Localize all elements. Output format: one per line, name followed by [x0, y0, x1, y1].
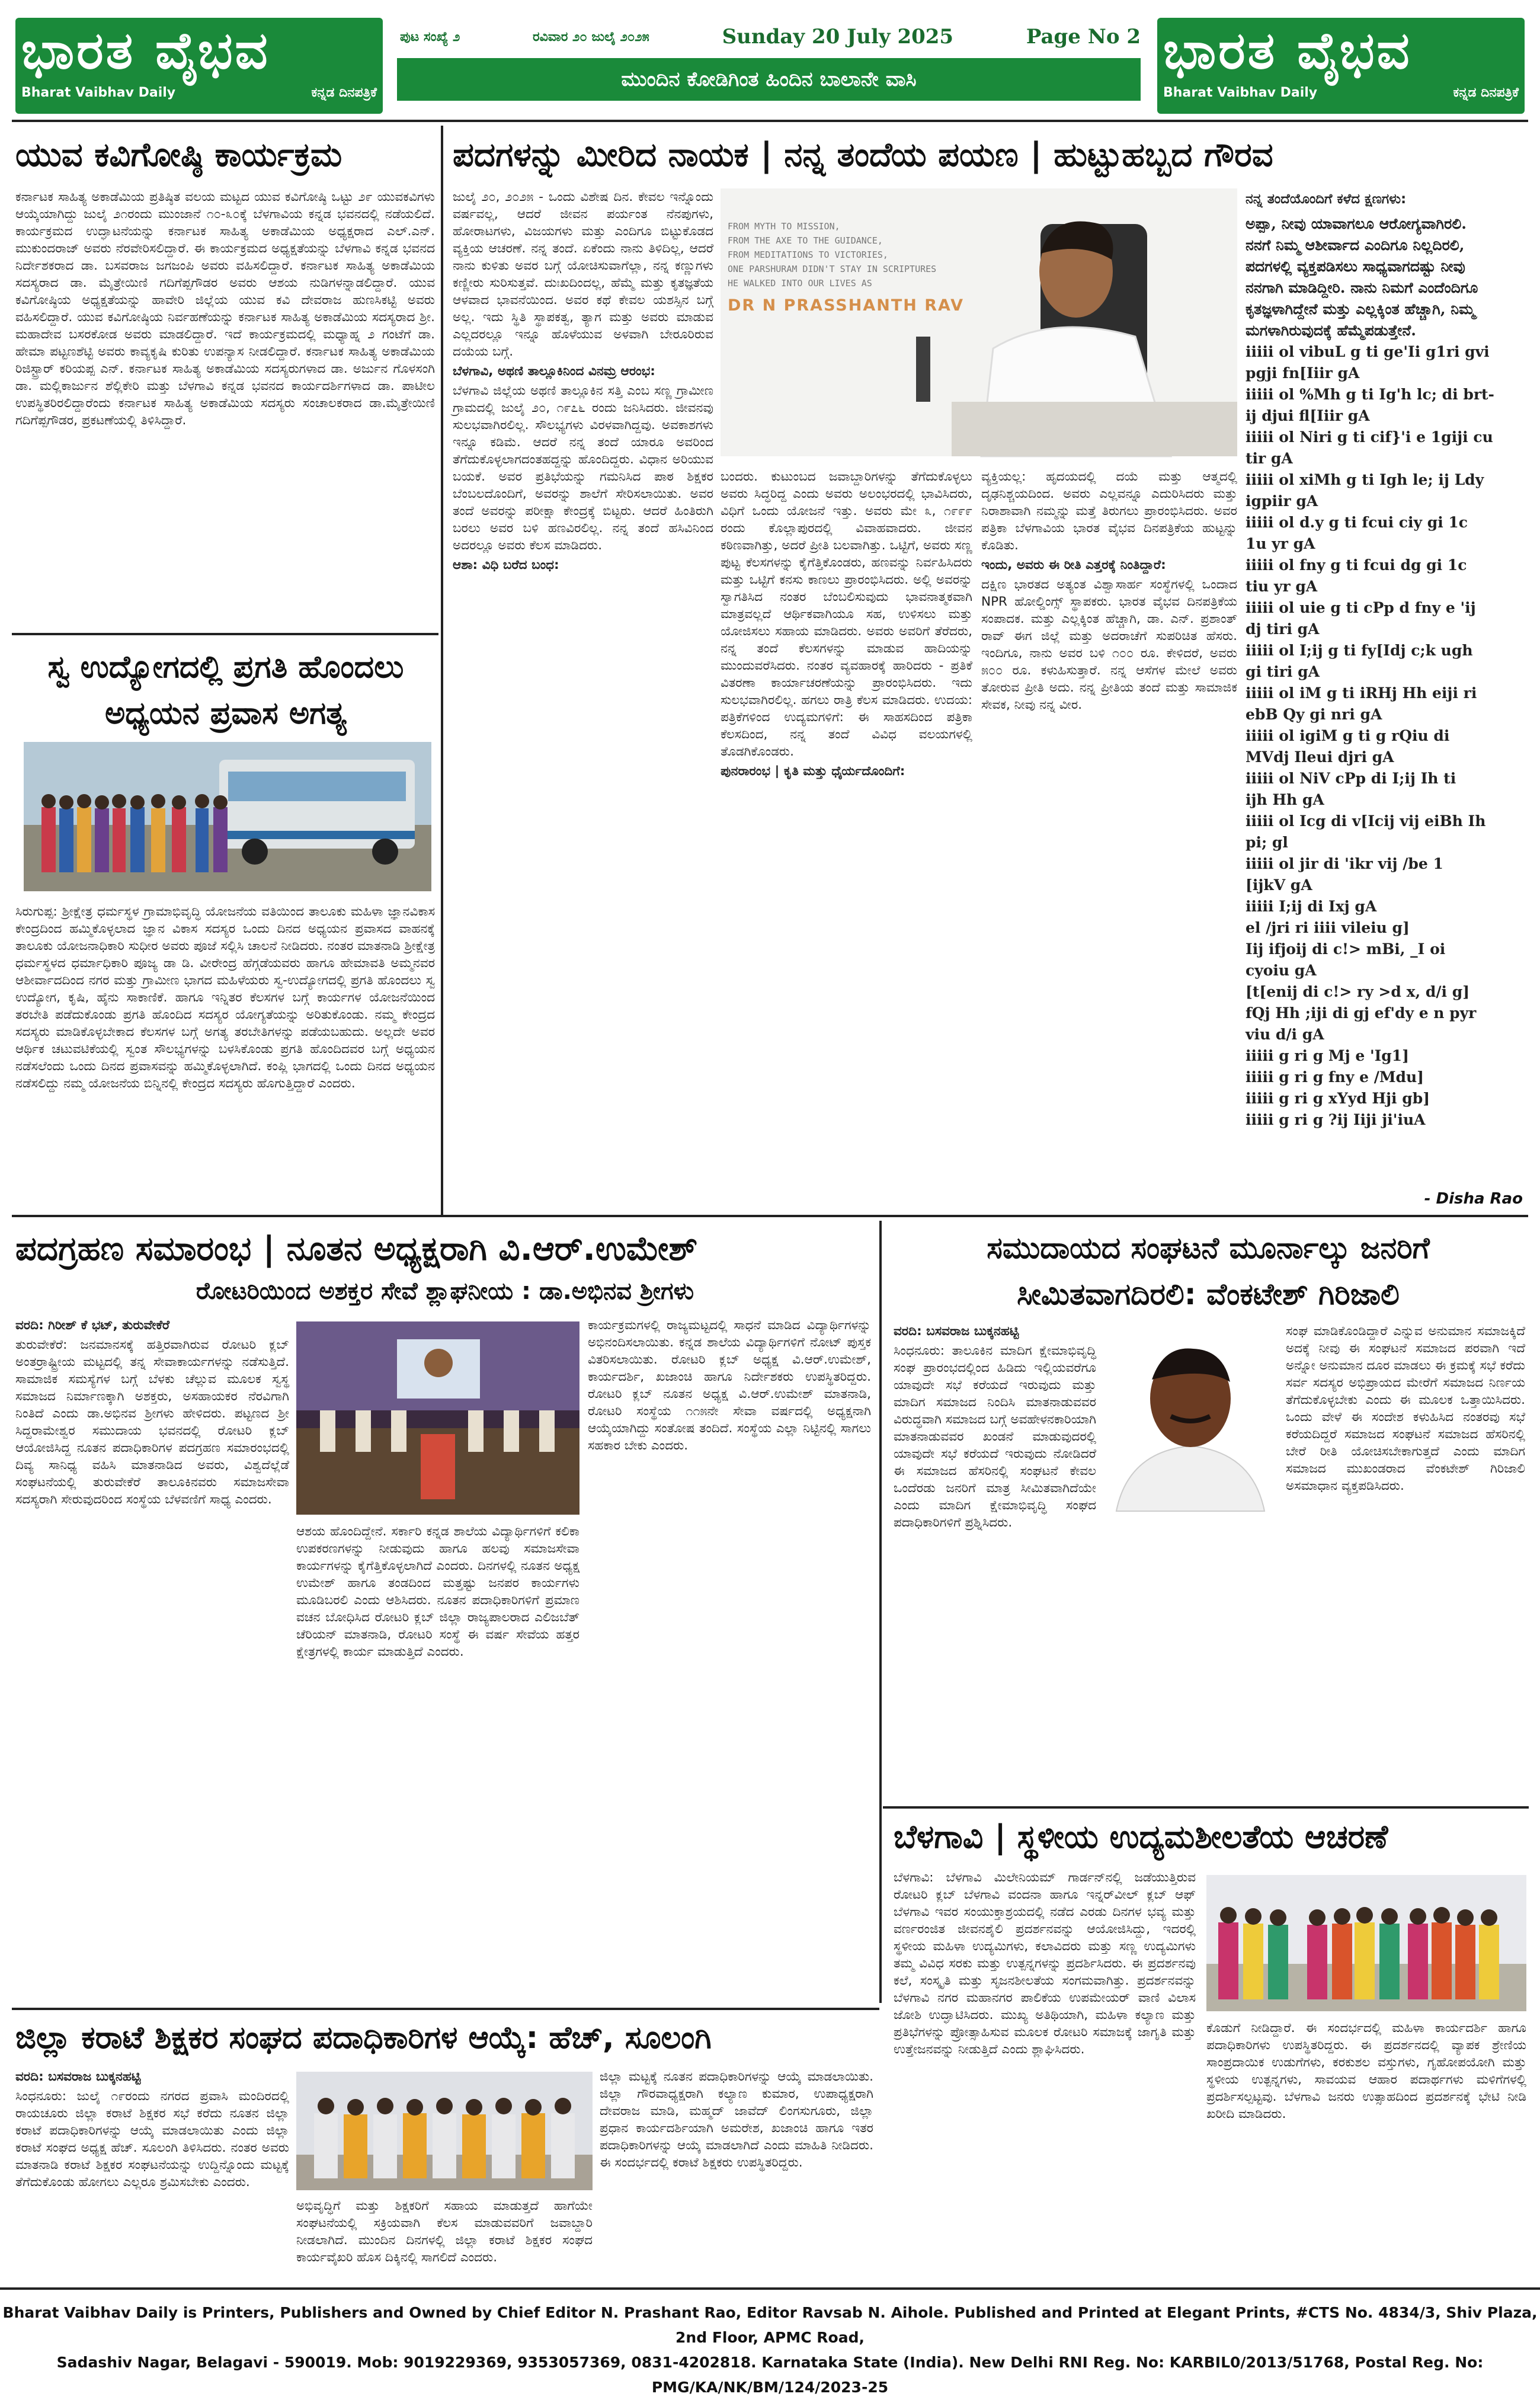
masthead-divider [12, 120, 1528, 122]
quote-line: FROM MEDITATIONS TO VICTORIES, [728, 249, 888, 260]
masthead-subtitle-kn: ಕನ್ನಡ ದಿನಪತ್ರಿಕೆ [1453, 85, 1519, 100]
nayaka-col3 [981, 468, 1237, 1209]
udyoga-photo [24, 742, 431, 891]
poem-line: pi; gl [1246, 834, 1288, 851]
belagavi-headline: ಬೆಳಗಾವಿ | ಸ್ಥಳೀಯ ಉದ್ಯಮಶೀಲತೆಯ ಆಚರಣೆ [894, 1818, 1388, 1855]
poem-line: [t[enij di c!> ry >d x, d/i g] [1246, 983, 1470, 1000]
poem-line: Iij ifjoij di c!> mBi, _I oi [1246, 940, 1446, 958]
karate-col3: ಜಿಲ್ಲಾ ಮಟ್ಟಕ್ಕೆ ನೂತನ ಪದಾಧಿಕಾರಿಗಳನ್ನು ಆಯ್ಕೆ ಮಾಡಲಾಯಿತು. ಜಿಲ್ಲಾ ಗೌರವಾಧ್ಯಕ್ಷರಾಗಿ ಕಲ್ಯಾಣ ಕುಮಾರ, ಉಪಾಧ್ಯಕ್ಷರಾಗಿ ದೇವರಾಜ ಮಾಡಿ, ಮಹ್ಮದ್ ಜಾವೆದ್ ಲಿಂಗಸುಗೂರು, ಜಿಲ್ಲಾ ಪ್ರಧಾನ ಕಾರ್ಯದರ್ಶಿಯಾಗಿ ಅಮರೇಶ, ಖಜಾಂಚಿ ಹಾಗೂ ಇತರ ಪದಾಧಿಕಾರಿಗಳನ್ನು ಆಯ್ಕೆ ಮಾಡಲಾಗಿದೆ ಎಂದು ಮಾಹಿತಿ ನೀಡಿದರು. ಈ ಸಂದರ್ಭದಲ್ಲಿ ಕರಾಟೆ ಶಿಕ್ಷಕರು ಉಪಸ್ಥಿತರಿದ್ದರು. [600, 2069, 873, 2170]
karate-photo [296, 2072, 593, 2190]
date-en: Sunday 20 July 2025 [722, 25, 954, 49]
poem-line: gi tiri gA [1246, 663, 1320, 680]
padagrahana-subhead: ರೋಟರಿಯಿಂದ ಅಶಕ್ತರ ಸೇವೆ ಶ್ಲಾಘನೀಯ : ಡಾ.ಅಭಿನವ ಶ್ರೀಗಳು [196, 1278, 694, 1305]
poem-line: iiiii ol NiV cPp di I;ij Ih ti [1246, 770, 1456, 787]
nayaka-col2-subhead: ಪುನರಾರಂಭ | ಕೃತಿ ಮತ್ತು ಧೈರ್ಯದೊಂದಿಗೆ: [721, 764, 905, 779]
quote-line: FROM THE AXE TO THE GUIDANCE, [728, 235, 883, 246]
poem-line: 1u yr gA [1246, 535, 1315, 552]
karate-col1-text: ಸಿಂಧನೂರು: ಜುಲೈ ೧೯ರಂದು ನಗರದ ಪ್ರವಾಸಿ ಮಂದಿರದಲ್ಲಿ ರಾಯಚೂರು ಜಿಲ್ಲಾ ಕರಾಟೆ ಶಿಕ್ಷಕರ ಸಭೆ ಕರೆದು ನೂತನ ಜಿಲ್ಲಾ ಕರಾಟೆ ಪದಾಧಿಕಾರಿಗಳನ್ನು ಆಯ್ಕೆ ಮಾಡಲಾಯಿತು ಎಂದು ಜಿಲ್ಲಾ ಕರಾಟೆ ಸಂಘದ ಅಧ್ಯಕ್ಷ ಹೆಚ್. ಸೂಲಂಗಿ ತಿಳಿಸಿದರು. ನಂತರ ಅವರು ಮಾತನಾಡಿ ಕರಾಟೆ ಶಿಕ್ಷಕರ ಸಂಘಟನೆಯನ್ನು ಉದ್ದಿನ್ನೊಂದು ಮಟ್ಟಕ್ಕೆ ತೆಗೆದುಕೊಂಡು ಹೋಗಲು ಎಲ್ಲರೂ ಶ್ರಮಿಸಬೇಕು ಎಂದರು. [15, 2089, 289, 2190]
karate-byline: ವರದಿ: ಬಸವರಾಜ ಬುಕ್ಕನಹಟ್ಟಿ [15, 2069, 141, 2084]
udyoga-body: ಸಿರುಗುಪ್ಪ: ಶ್ರೀಕ್ಷೇತ್ರ ಧರ್ಮಸ್ಥಳ ಗ್ರಾಮಾಭಿವೃದ್ಧಿ ಯೋಜನೆಯ ವತಿಯಿಂದ ತಾಲೂಕು ಮಹಿಳಾ ಜ್ಞಾನವಿಕಾಸ ಕೇಂದ್ರದಿಂದ ಹಮ್ಮಿಕೊಳ್ಳಲಾದ ಜ್ಞಾನ ವಿಕಾಸ ಸದಸ್ಯರ ಒಂದು ದಿನದ ಅಧ್ಯಯನ ಪ್ರವಾಸದ ವಾಹನಕ್ಕೆ ತಾಲೂಕು ಯೋಜನಾಧಿಕಾರಿ ಸುಧೀರ ಅವರು ಪೂಜೆ ಸಲ್ಲಿಸಿ ಚಾಲನೆ ನೀಡಿದರು. ನಂತರ ಮಾತನಾಡಿ ಶ್ರೀಕ್ಷೇತ್ರ ಧರ್ಮಸ್ಥಳದ ಧರ್ಮಾಧಿಕಾರಿ ಪೂಜ್ಯ ಡಾ ಡಿ. ವೀರೇಂದ್ರ ಹೆಗ್ಗಡೆಯವರು ಹಾಗೂ ಹೇಮಾವತಿ ಅಮ್ಮನವರ ಆಶೀರ್ವಾದದಿಂದ ನಗರ ಮತ್ತು ಗ್ರಾಮೀಣ ಭಾಗದ ಮಹಿಳೆಯರು ಸ್ವ-ಉದ್ಯೋಗದಲ್ಲಿ ಪ್ರಗತಿ ಹೊಂದಲು ಸ್ವ ಉದ್ಯೋಗ, ಕೃಷಿ, ಹೈನು ಸಾಕಾಣಿಕೆ. ಹಾಗೂ ಇನ್ನಿತರ ಕೆಲಸಗಳ ಬಗ್ಗೆ ಕಾರ್ಯಗಳ ಯೋಜನೆಯಿಂದ ತರಬೇತಿ ಪಡೆದುಕೊಂಡು ಪ್ರಗತಿ ಹೊಂದಿದ ಸದಸ್ಯರ ಯೋಗ್ಯತೆಯನ್ನು ಅರಿತುಕೊಂಡು. ನಮ್ಮ ಕೇಂದ್ರದ ಸದಸ್ಯರು ಮಾಡಿಕೊಳ್ಳಬೇಕಾದ ಕೆಲಸಗಳ ಬಗ್ಗೆ ಅಗತ್ಯ ತರಬೇತಿಗಳನ್ನು ಪಡೆಯಬಹುದು. ಅಲ್ಲದೇ ಅವರ ಆರ್ಥಿಕ ಚಟುವಟಿಕೆಯಲ್ಲಿ ಸ್ವಂತ ಸೌಲಭ್ಯಗಳನ್ನು ಬಳಸಿಕೊಂಡು ಪ್ರಗತಿ ಹೊಂದಿದವರ ಬಗ್ಗೆ ಅಧ್ಯಯನ ನಡೆಸಲೆಂದು ಒಂದು ದಿನದ ಪ್ರವಾಸವನ್ನು ಹಮ್ಮಿಕೊಳ್ಳಲಾಗಿದೆ. ಕಂಪ್ಲಿ ಭಾಗದಲ್ಲಿ ಒಂದು ದಿನದ ಅಧ್ಯಯನ ನಡೆಸಲಿದ್ದು ನಮ್ಮ ಯೋಜನೆಯ ಬಿನ್ನಿನಲ್ಲಿ ಕೇಂದ್ರದ ಸದಸ್ಯರು ಹೊಗುತ್ತಿದ್ದಾರೆ ಎಂದರು. [15, 904, 435, 1091]
belagavi-body: ಬೆಳಗಾವಿ: ಬೆಳಗಾವಿ ಮಿಲೇನಿಯಮ್ ಗಾರ್ಡನ್‌ನಲ್ಲಿ ಜಡೆಯುತ್ತಿರುವ ರೋಟರಿ ಕ್ಲಬ್ ಬೆಳಗಾವಿ ವಂದನಾ ಹಾಗೂ ಇನ್ನರ್‌ವೀಲ್ ಕ್ಲಬ್ ಆಫ್ ಬೆಳಗಾವಿ ಇವರ ಸಂಯುಕ್ತಾಶ್ರಯದಲ್ಲಿ ನಡೆದ ಎರಡು ದಿನಗಳ ಭವ್ಯ ಮತ್ತು ವರ್ಣರಂಜಿತ ಜೀವನಶೈಲಿ ಪ್ರದರ್ಶನವನ್ನು ಆಯೋಜಿಸಿದ್ದು, ಇದರಲ್ಲಿ ಸ್ಥಳೀಯ ಮಹಿಳಾ ಉದ್ಯಮಿಗಳು, ಕಲಾವಿದರು ಮತ್ತು ಸಣ್ಣ ಉದ್ಯಮಿಗಳು ತಮ್ಮ ವಿವಿಧ ಸರಕು ಮತ್ತು ಉತ್ಪನ್ನಗಳನ್ನು ಪ್ರದರ್ಶಿಸಿದರು. ಈ ಪ್ರದರ್ಶನವು ಕಲೆ, ಸಂಸ್ಕೃತಿ ಮತ್ತು ಸೃಜನಶೀಲತೆಯ ಸಂಗಮವಾಗಿತ್ತು. ಪ್ರದರ್ಶನವನ್ನು ಬೆಳಗಾವಿ ನಗರ ಮಹಾನಗರ ಪಾಲಿಕೆಯ ಉಪಮೇಯರ್ ವಾಣಿ ವಿಲಾಸ ಜೋಶಿ ಉದ್ಘಾಟಿಸಿದರು. ಮುಖ್ಯ ಅತಿಥಿಯಾಗಿ, ಮಹಿಳಾ ಕಲ್ಯಾಣ ಮತ್ತು ಪ್ರತಿಭೆಗಳನ್ನು ಪ್ರೋತ್ಸಾಹಿಸುವ ಮೂಲಕ ರೋಟರಿ ಸಮಾಜಕ್ಕೆ ಜಾಗೃತಿ ಮತ್ತು ಉತ್ತೇಜನವನ್ನು ನೀಡುತ್ತಿದೆ ಎಂದು ಶ್ಲಾಘಿಸಿದರು. [894, 1870, 1196, 2057]
section-divider [12, 2008, 879, 2010]
udyoga-headline-line2: ಅಧ್ಯಯನ ಪ್ರವಾಸ ಅಗತ್ಯ [105, 696, 347, 731]
poem-line: iiiii ol igiM g ti g rQiu di [1246, 727, 1450, 744]
poem-line: cyoiu gA [1246, 962, 1317, 979]
masthead-tagline: ಮುಂದಿನ ಕೋಡಿಗಿಂತ ಹಿಂದಿನ ಬಾಲಾನೇ ವಾಸಿ [397, 58, 1141, 101]
poem-line: ಮಗಳಾಗಿರುವುದಕ್ಕೆ ಹೆಮ್ಮೆಪಡುತ್ತೇನೆ. [1246, 322, 1416, 339]
poem-title: ನನ್ನ ತಂದೆಯೊಂದಿಗೆ ಕಳೆದ ಕ್ಷಣಗಳು: [1246, 191, 1407, 207]
page-number-kn: ಪುಟ ಸಂಖ್ಯೆ ೨ [400, 29, 460, 44]
nayaka-col2 [721, 468, 972, 1209]
masthead-subtitle-kn: ಕನ್ನಡ ದಿನಪತ್ರಿಕೆ [311, 85, 377, 100]
poem-line: ij djui fl[Iiir gA [1246, 407, 1370, 424]
nayaka-headline: ಪದಗಳನ್ನು ಮೀರಿದ ನಾಯಕ | ನನ್ನ ತಂದೆಯ ಪಯಣ | ಹುಟ್ಟುಹಬ್ಬದ ಗೌರವ [453, 136, 1273, 174]
padagrahana-col2: ಆಶಯ ಹೊಂದಿದ್ದೇನೆ. ಸರ್ಕಾರಿ ಕನ್ನಡ ಶಾಲೆಯ ವಿದ್ಯಾರ್ಥಿಗಳಿಗೆ ಕಲಿಕಾ ಉಪಕರಣಗಳನ್ನು ನೀಡುವುದು ಹಾಗೂ ಹಲವು ಸಮಾಜಸೇವಾ ಕಾರ್ಯಗಳನ್ನು ಕೈಗೆತ್ತಿಕೊಳ್ಳಲಾಗಿದೆ ಎಂದರು. ದಿನಗಳಲ್ಲಿ ನೂತನ ಅಧ್ಯಕ್ಷ ಉಮೇಶ್ ಹಾಗೂ ತಂಡದಿಂದ ಮತ್ತಷ್ಟು ಜನಪರ ಕಾರ್ಯಗಳು ಮೂಡಿಬರಲಿ ಎಂದು ಆಶಿಸಿದರು. ನೂತನ ಪದಾಧಿಕಾರಿಗಳಿಗೆ ಪ್ರಮಾಣ ವಚನ ಬೋಧಿಸಿದ ರೋಟರಿ ಕ್ಲಬ್ ಜಿಲ್ಲಾ ರಾಜ್ಯಪಾಲರಾದ ಎಲಿಜಬೆತ್ ಚೆರಿಯನ್ ಮಾತನಾಡಿ, ರೋಟರಿ ಸಂಸ್ಥೆ ಈ ವರ್ಷ ಸೇವೆಯ ಹತ್ತರ ಕ್ಷೇತ್ರಗಳಲ್ಲಿ ಕಾರ್ಯ ಮಾಡುತ್ತಿದೆ ಎಂದರು. [296, 1524, 579, 1659]
section-divider [12, 633, 438, 635]
quote-line: ONE PARSHURAM DIDN'T STAY IN SCRIPTURES [728, 264, 937, 274]
udyoga-headline-line1: ಸ್ವ ಉದ್ಯೋಗದಲ್ಲಿ ಪ್ರಗತಿ ಹೊಂದಲು [47, 649, 404, 685]
poem-line: iiiii I;ij di Ixj gA [1246, 898, 1377, 915]
poem-line: iiiii ol iM g ti iRHj Hh eiji ri [1246, 684, 1477, 702]
poem-line: ಕೃತಜ್ಞಳಾಗಿದ್ದೇನೆ ಮತ್ತು ಎಲ್ಲಕ್ಕಿಂತ ಹೆಚ್ಚಾಗಿ, ನಿಮ್ಮ [1246, 300, 1475, 318]
column-divider [441, 126, 443, 1215]
karate-headline: ಜಿಲ್ಲಾ ಕರಾಟೆ ಶಿಕ್ಷಕರ ಸಂಘದ ಪದಾಧಿಕಾರಿಗಳ ಆಯ್ಕೆ: ಹೆಚ್, ಸೂಲಂಗಿ [15, 2020, 712, 2056]
nayaka-col3-text-b: ದಕ್ಷಿಣ ಭಾರತದ ಅತ್ಯಂತ ವಿಶ್ವಾಸಾರ್ಹ ಸಂಸ್ಥೆಗಳಲ್ಲಿ ಒಂದಾದ NPR ಹೋಲ್ಡಿಂಗ್ಸ್ ಸ್ಥಾಪಕರು. ಭಾರತ ವೈಭವ ದಿನಪತ್ರಿಕೆಯ ಸಂಪಾದಕ. ಮತ್ತು ಎಲ್ಲಕ್ಕಿಂತ ಹೆಚ್ಚಾಗಿ, ಡಾ. ಎನ್. ಪ್ರಶಾಂತ್ ರಾವ್ ಈಗ ಜಿಲ್ಲೆ ಮತ್ತು ಅದರಾಚೆಗೆ ಸುಪರಿಚಿತ ಹೆಸರು. ಇಂದಿಗೂ, ನಾನು ಅವರ ಬಳಿ ೧೦೦ ರೂ. ಕೇಳಿದರೆ, ಅವರು ೫೦೦ ರೂ. ಕಳುಹಿಸುತ್ತಾರೆ. ನನ್ನ ಆಸೆಗಳ ಮೇಲೆ ಅವರು ತೋರುವ ಪ್ರೀತಿ ಅದು. ನನ್ನ ಪ್ರೀತಿಯ ತಂದೆ ಮತ್ತು ಸಾಮಾಜಿಕ ಸೇವಕ, ನೀವು ನನ್ನ ವೀರ. [981, 577, 1237, 712]
poem-line: dj tiri gA [1246, 620, 1320, 638]
karate-col2: ಅಭಿವೃದ್ಧಿಗೆ ಮತ್ತು ಶಿಕ್ಷಕರಿಗೆ ಸಹಾಯ ಮಾಡುತ್ತದೆ ಹಾಗೆಯೇ ಸಂಘಟನೆಯಲ್ಲಿ ಸಕ್ರಿಯವಾಗಿ ಕೆಲಸ ಮಾಡುವವರಿಗೆ ಜವಾಬ್ದಾರಿ ನೀಡಲಾಗಿದೆ. ಮುಂದಿನ ದಿನಗಳಲ್ಲಿ ಜಿಲ್ಲಾ ಕರಾಟೆ ಶಿಕ್ಷಕರ ಸಂಘದ ಕಾರ್ಯವೈಖರಿ ಹೊಸ ದಿಕ್ಕಿನಲ್ಲಿ ಸಾಗಲಿದೆ ಎಂದರು. [296, 2199, 593, 2265]
nayaka-col1-subhead-2: ಆಶಾ: ವಿಧಿ ಬರೆದ ಬಂಧ: [453, 558, 559, 572]
poem-column [1246, 188, 1528, 1190]
quote-line: HE WALKED INTO OUR LIVES AS [728, 278, 872, 289]
poem-line: ಪದಗಳಲ್ಲಿ ವ್ಯಕ್ತಪಡಿಸಲು ಸಾಧ್ಯವಾಗದಷ್ಟು ನೀವು [1246, 258, 1465, 275]
padagrahana-headline: ಪದಗ್ರಹಣ ಸಮಾರಂಭ | ನೂತನ ಅಧ್ಯಕ್ಷರಾಗಿ ವಿ.ಆರ್.ಉಮೇಶ್ [15, 1230, 698, 1268]
poem-line: MVdj Ileui djri gA [1246, 748, 1394, 766]
nayaka-col1-text: ಜುಲೈ ೨೦, ೨೦೨೫ - ಒಂದು ವಿಶೇಷ ದಿನ. ಕೇವಲ ಇನ್ನೊಂದು ವರ್ಷವಲ್ಲ, ಆದರೆ ಜೀವನ ಪರ್ಯಂತ ನೆನಪುಗಳು, ಹೋರಾಟಗಳು, ವಿಜಯಗಳು ಮತ್ತು ಎಂದಿಗೂ ಬಿಟ್ಟುಕೊಡದ ವ್ಯಕ್ತಿಯ ಆಚರಣೆ. ನನ್ನ ತಂದೆ. ಏಕೆಂದು ನಾನು ತಿಳಿದಿಲ್ಲ, ಆದರೆ ನಾನು ಕುಳಿತು ಅವರ ಬಗ್ಗೆ ಯೋಚಿಸುವಾಗೆಲ್ಲಾ, ನನ್ನ ಕಣ್ಣುಗಳು ಕಣ್ಣೀರು ಸುರಿಸುತ್ತವೆ. ದುಃಖದಿಂದಲ್ಲ, ಹೆಮ್ಮೆ ಮತ್ತು ಕೃತಜ್ಞತೆಯ ಆಳವಾದ ಭಾವನೆಯಿಂದ. ಅವರ ಕಥೆ ಕೇವಲ ಯಶಸ್ಸಿನ ಬಗ್ಗೆ ಅಲ್ಲ. ಇದು ಸ್ಥಿತಿ ಸ್ಥಾಪಕತ್ವ, ತ್ಯಾಗ ಮತ್ತು ಅವರು ಮಾಡುವ ಎಲ್ಲದರಲ್ಲೂ ಇನ್ನೂ ಹೊಳೆಯುವ ಅಳವಾಗಿ ಬೇರೂರಿರುವ ದಯೆಯ ಬಗ್ಗೆ. [453, 190, 713, 359]
belagavi-body-2: ಕೊಡುಗೆ ನೀಡಿದ್ದಾರೆ. ಈ ಸಂದರ್ಭದಲ್ಲಿ ಮಹಿಳಾ ಕಾರ್ಯದರ್ಶಿ ಹಾಗೂ ಪದಾಧಿಕಾರಿಗಳು ಉಪಸ್ಥಿತರಿದ್ದರು. ಈ ಪ್ರದರ್ಶನದಲ್ಲಿ ವ್ಯಾಪಕ ಶ್ರೇಣಿಯ ಸಾಂಪ್ರದಾಯಿಕ ಉಡುಗೆಗಳು, ಕರಕುಶಲ ವಸ್ತುಗಳು, ಗೃಹೋಪಯೋಗಿ ಮತ್ತು ಸ್ಥಳೀಯ ಉತ್ಪನ್ನಗಳು, ಸಾವಯವ ಆಹಾರ ಪದಾರ್ಥಗಳು ಮಳಿಗೆಗಳಲ್ಲಿ ಪ್ರದರ್ಶಿಸಲ್ಪಟ್ಟವು. ಬೆಳಗಾವಿ ಜನರು ಉತ್ಸಾಹದಿಂದ ಪ್ರದರ್ಶನಕ್ಕೆ ಭೇಟಿ ನೀಡಿ ಖರೀದಿ ಮಾಡಿದರು. [1206, 2021, 1526, 2121]
poem-line: [ijkV gA [1246, 876, 1312, 894]
poem-line: iiiii ol jir di 'ikr vij /be 1 [1246, 855, 1443, 872]
poem-line: iiiii ol Niri g ti cif}'i e 1giji cu [1246, 428, 1493, 446]
padagrahana-col1-text: ತುರುವೇಕೆರೆ: ಜನಮಾನಸಕ್ಕೆ ಹತ್ತಿರವಾಗಿರುವ ರೋಟರಿ ಕ್ಲಬ್ ಅಂತರ್ರಾಷ್ಟ್ರೀಯ ಮಟ್ಟದಲ್ಲಿ ತನ್ನ ಸೇವಾಕಾರ್ಯಗಳನ್ನು ನಡೆಸುತ್ತಿದೆ. ಸಾಮಾಜಿಕ ಸಮಸ್ಯೆಗಳ ಬಗ್ಗೆ ಬೆಳಕು ಚೆಲ್ಲುವ ಮೂಲಕ ಸ್ವಸ್ಥ ಸಮಾಜದ ನಿರ್ಮಾಣಕ್ಕಾಗಿ ಅಶಕ್ತರು, ಅಸಹಾಯಕರ ನೆರವಿಗಾಗಿ ನಿಂತಿದೆ ಎಂದು ಡಾ.ಅಭಿನವ ಶ್ರೀಗಳು ಹೇಳಿದರು. ಪಟ್ಟಣದ ಶ್ರೀ ಸಿದ್ದರಾಮೇಶ್ವರ ಸಮುದಾಯ ಭವನದಲ್ಲಿ ರೋಟರಿ ಕ್ಲಬ್ ಆಯೋಜಿಸಿದ್ದ ನೂತನ ಪದಾಧಿಕಾರಿಗಳ ಪದಗ್ರಹಣ ಸಮಾರಂಭದಲ್ಲಿ ದಿವ್ಯ ಸಾನಿಧ್ಯ ವಹಿಸಿ ಮಾತನಾಡಿದ ಅವರು, ವಿಶ್ವದೆಲ್ಲೆಡೆ ಸಂಘಟನೆಯಲ್ಲಿ ತುರುವೇಕೆರೆ ತಾಲೂಕಿನವರು ಸಮಾಜಸೇವಾ ಸದಸ್ಯರಾಗಿ ಸೇರುವುದರಿಂದ ಸಂಸ್ಥೆಯ ಬೆಳವಣಿಗೆ ಸಾಧ್ಯ ಎಂದರು. [15, 1337, 289, 1507]
poem-line: iiiii ol fny g ti fcui dg gi 1c [1246, 556, 1467, 574]
masthead-logo-left [15, 18, 383, 114]
poem-line: ನನಗೆ ನಿಮ್ಮ ಆಶೀರ್ವಾದ ಎಂದಿಗೂ ನಿಲ್ಲದಿರಲಿ, [1246, 236, 1465, 254]
poem-line: ಅಪ್ಪಾ, ನೀವು ಯಾವಾಗಲೂ ಆರೋಗ್ಯವಾಗಿರಲಿ. [1246, 215, 1467, 232]
poem-line: iiiii ol xiMh g ti Igh le; ij Ldy [1246, 471, 1484, 488]
section-divider [883, 1806, 1529, 1809]
poem-line: pgji fn[Iiir gA [1246, 364, 1360, 382]
masthead-title: ಭಾರತ ವೈಭವ [1163, 21, 1412, 81]
masthead-subtitle-en: Bharat Vaibhav Daily [21, 85, 176, 100]
poem-line: tiu yr gA [1246, 578, 1318, 595]
poem-line: iiiii g ri g ?ij Iiji ji'iuA [1246, 1111, 1426, 1128]
nayaka-col1 [453, 188, 713, 1208]
kavigoshti-body: ಕರ್ನಾಟಕ ಸಾಹಿತ್ಯ ಅಕಾಡೆಮಿಯ ಪ್ರತಿಷ್ಠಿತ ವಲಯ ಮಟ್ಟದ ಯುವ ಕವಿಗೋಷ್ಠಿ ಒಟ್ಟು ೨೯ ಯುವಕವಿಗಳು ಆಯ್ಕೆಯಾಗಿದ್ದು ಜುಲೈ ೨೧ರಂದು ಮುಂಜಾನೆ ೧೦-೩೦ಕ್ಕೆ ಬೆಳಗಾವಿಯ ಕನ್ನಡ ಭವನದಲ್ಲಿ ನಡೆಯಲಿದೆ. ಕಾರ್ಯಕ್ರಮದ ಉದ್ಘಾಟನೆಯನ್ನು ಕರ್ನಾಟಕ ಸಾಹಿತ್ಯ ಅಕಾಡೆಮಿಯ ಅಧ್ಯಕ್ಷರಾದ ಎಲ್.ಎನ್. ಮುಕುಂದರಾಜ್ ಅವರು ನೆರವೇರಿಸಲಿದ್ದಾರೆ. ಈ ಕಾರ್ಯಕ್ರಮದ ಅಧ್ಯಕ್ಷತೆಯನ್ನು ಬೆಳಗಾವಿ ಕನ್ನಡ ಭವನದ ನಿರ್ದೇಶಕರಾದ ಡಾ. ಬಸವರಾಜ ಜಗಜಂಪಿ ಅವರು ವಹಿಸಲಿದ್ದಾರೆ. ಕರ್ನಾಟಕ ಸಾಹಿತ್ಯ ಅಕಾಡೆಮಿಯ ಸದಸ್ಯರಾದ ಡಾ. ಮೈತ್ರೇಯಿಣಿ ಗದಿಗೆಪ್ಪಗೌಡರ ಅವರು ಆಶಯ ನುಡಿಗಳನ್ನಾಡಲಿದ್ದಾರೆ. ಯುವ ಕವಿಗೋಷ್ಠಿಯ ಅಧ್ಯಕ್ಷತೆಯನ್ನು ಹಾವೇರಿ ಜಿಲ್ಲೆಯ ಯುವ ಕವಿ ದೇವರಾಜ ಹುಣಸಿಕಟ್ಟಿ ಅವರು ವಹಿಸಲಿದ್ದಾರೆ. ಯುವ ಕವಿಗೋಷ್ಠಿಯ ನಿರ್ವಹಣೆಯನ್ನು ಕರ್ನಾಟಕ ಸಾಹಿತ್ಯ ಅಕಾಡೆಮಿಯ ಸದಸ್ಯರಾದ ಶ್ರೀ. ಮಹಾದೇವ ಬಸರಕೋಡ ಅವರು ಮಾಡಲಿದ್ದಾರೆ. ಇದೆ ಕಾರ್ಯಕ್ರಮದಲ್ಲಿ ಮಧ್ಯಾಹ್ನ ೨ ಗಂಟೆಗೆ ಡಾ. ಹೇಮಾ ಪಟ್ಟಣಶೆಟ್ಟಿ ಅವರು ಕಾವ್ಯಕೃಷಿ ಕುರಿತು ಉಪನ್ಯಾಸ ನೀಡಲಿದ್ದಾರೆ. ಕರ್ನಾಟಕ ಸಾಹಿತ್ಯ ಅಕಾಡೆಮಿಯ ರಿಜಿಸ್ಟ್ರಾರ್ ಕರಿಯಪ್ಪ ಎನ್. ಕರ್ನಾಟಕ ಸಾಹಿತ್ಯ ಅಕಾಡೆಮಿಯ ಸದಸ್ಯರುಗಳಾದ ಡಾ. ಅರ್ಜುನ ಗೊಳಸಂಗಿ ಡಾ. ಮಲ್ಲಿಕಾರ್ಜುನ ಶೆಲ್ಲಿಕೇರಿ ಮತ್ತು ಬೆಳಗಾವಿ ಕನ್ನಡ ಭವನದ ಕಾರ್ಯದರ್ಶಿಗಳಾದ ಡಾ. ಪಾಟೀಲ ಉಪಸ್ಥಿತರಿರಲಿದ್ದಾರೆಂದು ಕರ್ನಾಟಕ ಸಾಹಿತ್ಯ ಅಕಾಡೆಮಿಯ ಸದಸ್ಯರು ಸಂಚಾಲಕರಾದ ಡಾ.ಮೈತ್ರೇಯಿಣಿ ಗದಿಗೆಪ್ಪಗೌಡರ, ಪ್ರಕಟಣೆಯಲ್ಲಿ ತಿಳಿಸಿದ್ದಾರೆ. [15, 190, 435, 428]
nayaka-col3-subhead: ಇಂದು, ಅವರು ಈ ರೀತಿ ಎತ್ತರಕ್ಕೆ ನಿಂತಿದ್ದಾರೆ: [981, 558, 1166, 572]
samudaya-col1 [894, 1323, 1096, 1797]
masthead-meta [400, 20, 1141, 53]
poem-line: igpiir gA [1246, 492, 1318, 510]
masthead-title: ಭಾರತ ವೈಭವ [21, 21, 270, 81]
padagrahana-col1 [15, 1317, 289, 1998]
samudaya-byline: ವರದಿ: ಬಸವರಾಜ ಬುಕ್ಕನಹಟ್ಟಿ [894, 1324, 1019, 1339]
poem-line: iiiii ol uie g ti cPp d fny e 'ij [1246, 599, 1476, 616]
poem-line: fQj Hh ;iji di gj ef'dy e n pyr [1246, 1004, 1477, 1022]
column-divider [879, 1221, 882, 2003]
samudaya-col2: ಸಂಘ ಮಾಡಿಕೊಂಡಿದ್ದಾರೆ ಎನ್ನುವ ಅನುಮಾನ ಸಮಾಜಕ್ಕಿದೆ ಅದಕ್ಕೆ ನೀವು ಈ ಸಂಘಟನೆ ಸಮಾಜದ ಪರವಾಗಿ ಇದೆ ಅನ್ನೋ ಅನುಮಾನ ದೂರ ಮಾಡಲು ಈ ಕ್ರಮಕ್ಕೆ ಸಭೆ ಕರೆದು ಸರ್ವ ಸದಸ್ಯರ ಅಭಿಪ್ರಾಯದ ಮೇರೆಗೆ ಸಮಾಜದ ನಿರ್ಣಯ ತೆಗೆದುಕೊಳ್ಳಬೇಕು ಎಂದು ಈ ಮೂಲಕ ಒತ್ತಾಯಿಸಿದರು. ಒಂದು ವೇಳೆ ಈ ಸಂದೇಶ ಕಳುಹಿಸಿದ ನಂತರವು ಸಭೆ ಕರೆಯದಿದ್ದರೆ ಸಮಾಜದ ಸಂಘಟನೆ ಸಮಾಜದ ಹೆಸರಿನಲ್ಲಿ ಬೇರೆ ರೀತಿ ಯೋಚಿಸಬೇಕಾಗುತ್ತದೆ ಎಂದು ಮಾದಿಗ ಸಮಾಜದ ಮುಖಂಡರಾದ ವೆಂಕಟೇಶ್ ಗಿರಿಜಾಲಿ ಅಸಮಾಧಾನ ವ್ಯಕ್ತಪಡಿಸಿದರು. [1286, 1324, 1525, 1493]
poem-line: iiiii g ri g fny e /Mdu] [1246, 1068, 1424, 1086]
padagrahana-byline: ವರದಿ: ಗಿರೀಶ್ ಕೆ ಭಟ್, ತುರುವೇಕೆರೆ [15, 1318, 170, 1333]
date-kn: ರವಿವಾರ ೨೦ ಜುಲೈ ೨೦೨೫ [533, 29, 649, 44]
poem-line: iiiii ol d.y g ti fcui ciy gi 1c [1246, 514, 1468, 531]
nayaka-col2-text: ಬಂದರು. ಕುಟುಂಬದ ಜವಾಬ್ದಾರಿಗಳನ್ನು ತೆಗೆದುಕೊಳ್ಳಲು ಅವರು ಸಿದ್ಧರಿದ್ದ ಎಂದು ಅವರು ಅಲಂಭರದಲ್ಲಿ ಭಾವಿಸಿದರು, ವಿಧಿಗೆ ಒಂದು ಯೋಜನೆ ಇತ್ತು. ಅವರು ಮೇ ೩, ೧೯೯೯ ರಂದು ಕೊಲ್ಲಾಪುರದಲ್ಲಿ ವಿವಾಹವಾದರು. ಜೀವನ ಕಠಿಣವಾಗಿತ್ತು, ಅದರೆ ಪ್ರೀತಿ ಬಲವಾಗಿತ್ತು. ಒಟ್ಟಿಗೆ, ಅವರು ಸಣ್ಣ ಪುಟ್ಟ ಕೆಲಸಗಳನ್ನು ಕೈಗೆತ್ತಿಕೊಂಡರು, ಹಣವನ್ನು ನಿರ್ವಹಿಸಿದರು ಮತ್ತು ಒಟ್ಟಿಗೆ ಕನಸು ಕಾಣಲು ಪ್ರಾರಂಭಿಸಿದರು. ಅಲ್ಲಿ ಅವರನ್ನು ಸ್ವಾಗತಿಸಿದ ನಂತರ ಬೆಂಬಲಿಸುವುದು ಭಾವನಾತ್ಮಕವಾಗಿ ಮಾತ್ರವಲ್ಲದೆ ಆರ್ಥಿಕವಾಗಿಯೂ ಸಹ, ಉಳಿಸಲು ಮತ್ತು ಯೋಜಿಸಲು ಸಹಾಯ ಮಾಡಿದರು. ಅವರು ಅವರಿಗೆ ತೆರೆದರು, ನನ್ನ ತಂದೆ ಕೆಲಸಗಳನ್ನು ಮಾಡುವ ಹಾದಿಯನ್ನು ಮುಂದುವರೆಸಿದರು. ನಂತರ ವ್ಯವಹಾರಕ್ಕೆ ಹಾರಿದರು - ಪ್ರತಿಕೆ ವಿತರಣಾ ಕಾರ್ಯಾಚರಣೆಯನ್ನು ಪ್ರಾರಂಭಿಸಿದರು. ಇದು ಸುಲಭವಾಗಿರಲಿಲ್ಲ. ಹಗಲು ರಾತ್ರಿ ಕೆಲಸ ಮಾಡಿದರು. ಉದಯ: ಪತ್ರಿಕೆಗಳಿಂದ ಉದ್ಯಮಗಳಿಗೆ: ಈ ಸಾಹಸದಿಂದ ಪತ್ರಿಕಾ ಕೆಲಸದಿಂದ, ನನ್ನ ತಂದೆ ವಿವಿಧ ವಲಯಗಳಲ್ಲಿ ತೊಡಗಿಕೊಂಡರು. [721, 469, 972, 759]
poem-line: iiiii ol %Mh g ti Ig'h lc; di brt- [1246, 386, 1494, 403]
poem-line: iiiii g ri g Mj e 'Ig1] [1246, 1047, 1410, 1064]
poem-line: iiiii ol Icg di v[Icij vij eiBh Ih [1246, 812, 1486, 830]
masthead-subtitle-en: Bharat Vaibhav Daily [1163, 85, 1318, 100]
nayaka-photo-name: DR N PRASSHANTH RAV [728, 296, 965, 315]
nayaka-col3-text: ವ್ಯಕ್ತಿಯಲ್ಲ: ಹೃದಯದಲ್ಲಿ ದಯೆ ಮತ್ತು ಆತ್ಮದಲ್ಲಿ ದೃಢನಿಶ್ಚಯದಿಂದ. ಅವರು ಎಲ್ಲವನ್ನೂ ಎದುರಿಸಿದರು ಮತ್ತು ನಿರಾಶಾವಾಗಿ ನಮ್ಮನ್ನು ಮತ್ತೆ ತಿರುಗಲು ಪ್ರಾರಂಭಿಸಿದರು. ಅವರ ಪತ್ರಿಕಾ ಬೆಳಗಾವಿಯ ಭಾರತ ವೈಭವ ದಿನಪತ್ರಿಕೆಯ ಹುಟ್ಟನ್ನು ಕೊಡಿತು. [981, 469, 1237, 553]
nayaka-photo-quote [728, 219, 988, 290]
footer-imprint [0, 2287, 1540, 2396]
poem-line: ijh Hh gA [1246, 791, 1324, 808]
masthead-logo-right [1157, 18, 1525, 114]
padagrahana-col3: ಕಾರ್ಯಕ್ರಮಗಳಲ್ಲಿ ರಾಜ್ಯಮಟ್ಟದಲ್ಲಿ ಸಾಧನೆ ಮಾಡಿದ ವಿದ್ಯಾರ್ಥಿಗಳನ್ನು ಅಭಿನಂದಿಸಲಾಯಿತು. ಕನ್ನಡ ಶಾಲೆಯ ವಿದ್ಯಾರ್ಥಿಗಳಿಗೆ ನೋಟ್ ಪುಸ್ತಕ ವಿತರಿಸಲಾಯಿತು. ರೋಟರಿ ಕ್ಲಬ್ ಅಧ್ಯಕ್ಷ ವಿ.ಆರ್.ಉಮೇಶ್, ಕಾರ್ಯದರ್ಶಿ, ಖಜಾಂಚಿ ಹಾಗೂ ನಿರ್ದೇಶಕರು ಉಪಸ್ಥಿತರಿದ್ದರು. ರೋಟರಿ ಕ್ಲಬ್ ನೂತನ ಅಧ್ಯಕ್ಷ ವಿ.ಆರ್.ಉಮೇಶ್ ಮಾತನಾಡಿ, ರೋಟರಿ ಸಂಸ್ಥೆಯ ೧೧೫ನೇ ಸೇವಾ ವರ್ಷದಲ್ಲಿ ಅಧ್ಯಕ್ಷನಾಗಿ ಆಯ್ಕೆಯಾಗಿದ್ದು ಸಂತೋಷ ತಂದಿದೆ. ಸಂಸ್ಥೆಯ ಎಲ್ಲಾ ನಿಟ್ಟಿನಲ್ಲಿ ಸಾಗಲು ಸಹಕಾರ ಬೇಕು ಎಂದರು. [588, 1318, 871, 1453]
samudaya-headline-line1: ಸಮುದಾಯದ ಸಂಘಟನೆ ಮೂರ್ನಾಲ್ಕು ಜನರಿಗೆ [987, 1231, 1430, 1265]
poem-line: ನನಗಾಗಿ ಮಾಡಿದ್ದೀರಿ. ನಾನು ನಿಮಗೆ ಎಂದೆಂದಿಗೂ [1246, 279, 1478, 296]
belagavi-photo [1206, 1875, 1526, 2011]
footer-line-2: Sadashiv Nagar, Belagavi - 590019. Mob: 9019229369, 9353057369, 0831-4202818. Karnataka State (India). New Delhi RNI Reg. No: KARBIL0/2013/51768, Postal Reg. No: PMG/KA/NK/BM/124/2023-25 [56, 2354, 1484, 2396]
nayaka-col1-text-b: ಬೆಳಗಾವಿ ಜಿಲ್ಲೆಯ ಅಥಣಿ ತಾಲ್ಲೂಕಿನ ಸತ್ತಿ ಎಂಬ ಸಣ್ಣ ಗ್ರಾಮೀಣ ಗ್ರಾಮದಲ್ಲಿ ಜುಲೈ ೨೦, ೧೯೭೬ ರಂದು ಜನಿಸಿದರು. ಜೀವನವು ಸುಲಭವಾಗಿರಲಿಲ್ಲ. ಸೌಲಭ್ಯಗಳು ವಿರಳವಾಗಿದ್ದವು. ಅವಕಾಶಗಳು ಇನ್ನೂ ಕಡಿಮೆ. ಆದರೆ ನನ್ನ ತಂದೆ ಯಾರೂ ಅವರಿಂದ ತೆಗೆದುಕೊಳ್ಳಲಾಗದಂತಹದ್ದನ್ನು ಹೊಂದಿದ್ದರು. ವಿಧಾನ ಅರಿಯುವ ಬಯಕೆ. ಅವರ ಪ್ರತಿಭೆಯನ್ನು ಗಮನಿಸಿದ ಪಾಠ ಶಿಕ್ಷಕರ ಬೆಂಬಲದೊಂದಿಗೆ, ಅವರನ್ನು ಶಾಲೆಗೆ ಸೇರಿಸಲಾಯಿತು. ಅವರ ತಂದೆ ಅವರನ್ನು ಪರೀಕ್ಷಾ ಕೇಂದ್ರಕ್ಕೆ ಬಿಟ್ಟರು. ಆದರೆ ಹಿಂತಿರುಗಿ ಬರಲು ಅವರ ಬಳಿ ಹಣವಿರಲಿಲ್ಲ. ನನ್ನ ತಂದೆ ಹಸಿವಿನಿಂದ ಅದರಲ್ಲೂ ಅವರು ಕೆಲಸ ಮಾಡಿದರು. [453, 383, 713, 553]
quote-line: FROM MYTH TO MISSION, [728, 221, 840, 232]
page-number-en: Page No 2 [1026, 25, 1141, 49]
footer-line-1: Bharat Vaibhav Daily is Printers, Publishers and Owned by Chief Editor N. Prashant Rao, Editor Ravsab N. Aihole. Published and Printed at Elegant Prints, #CTS No. 4834/3, Shiv Plaza, 2nd Floor, APMC Road, [2, 2304, 1538, 2346]
poem-line: ebB Qy gi nri gA [1246, 706, 1382, 723]
samudaya-headline-line2: ಸೀಮಿತವಾಗದಿರಲಿ: ವೆಂಕಟೇಶ್ ಗಿರಿಜಾಲಿ [1017, 1277, 1400, 1311]
poem-line: viu d/i gA [1246, 1026, 1324, 1043]
kavigoshti-headline: ಯುವ ಕವಿಗೋಷ್ಠಿ ಕಾರ್ಯಕ್ರಮ [15, 136, 342, 174]
poem-signature: - Disha Rao [1424, 1190, 1523, 1208]
poem-line: iiiii g ri g xYyd Hji gb] [1246, 1090, 1430, 1107]
poem-line: iiiii ol I;ij g ti fy[Idj c;k ugh [1246, 642, 1473, 659]
poem-line: iiiii ol vibuL g ti ge'Ii g1ri gvi [1246, 343, 1490, 360]
padagrahana-photo [296, 1321, 579, 1515]
nayaka-col1-subhead: ಬೆಳಗಾವಿ, ಅಥಣಿ ತಾಲ್ಲೂಕಿನಿಂದ ವಿನಮ್ರ ಆರಂಭ: [453, 364, 655, 379]
karate-col1 [15, 2068, 289, 2284]
poem-line: el /jri ri iiii vileiu g] [1246, 919, 1410, 936]
samudaya-col1-text: ಸಿಂಧನೂರು: ತಾಲೂಕಿನ ಮಾದಿಗ ಕ್ಷೇಮಾಭಿವೃದ್ಧಿ ಸಂಘ ಪ್ರಾರಂಭದಲ್ಲಿಂದ ಹಿಡಿದು ಇಲ್ಲಿಯವರೆಗೂ ಯಾವುದೇ ಸಭೆ ಕರೆಯದೆ ಇರುವುದು ಮತ್ತು ಮಾದಿಗ ಸಮಾಜದ ನಿಂದಿಸಿ ಮಾತನಾಡುವವರ ವಿರುದ್ಧವಾಗಿ ಸಮಾಜದ ಬಗ್ಗೆ ಅವಹೇಳನಕಾರಿಯಾಗಿ ಮಾತನಾಡುವವರ ಖಂಡನೆ ಮಾಡುವುದರಲ್ಲಿ ಯಾವುದೇ ಸಭೆ ಕರೆಯದೆ ಇರುವುದು ನೋಡಿದರೆ ಈ ಸಮಾಜದ ಹೆಸರಿನಲ್ಲಿ ಸಂಘಟನೆ ಕೇವಲ ಒಂದೆರಡು ಜನರಿಗೆ ಮಾತ್ರ ಸೀಮಿತವಾಗಿದೆಯೇ ಎಂದು ಮಾದಿಗ ಕ್ಷೇಮಾಭಿವೃದ್ಧಿ ಸಂಘದ ಪದಾಧಿಕಾರಿಗಳಿಗೆ ಪ್ರಶ್ನಿಸಿದರು. [894, 1343, 1096, 1530]
samudaya-photo [1104, 1327, 1276, 1511]
poem-line: tir gA [1246, 450, 1293, 467]
section-divider [12, 1215, 1528, 1217]
